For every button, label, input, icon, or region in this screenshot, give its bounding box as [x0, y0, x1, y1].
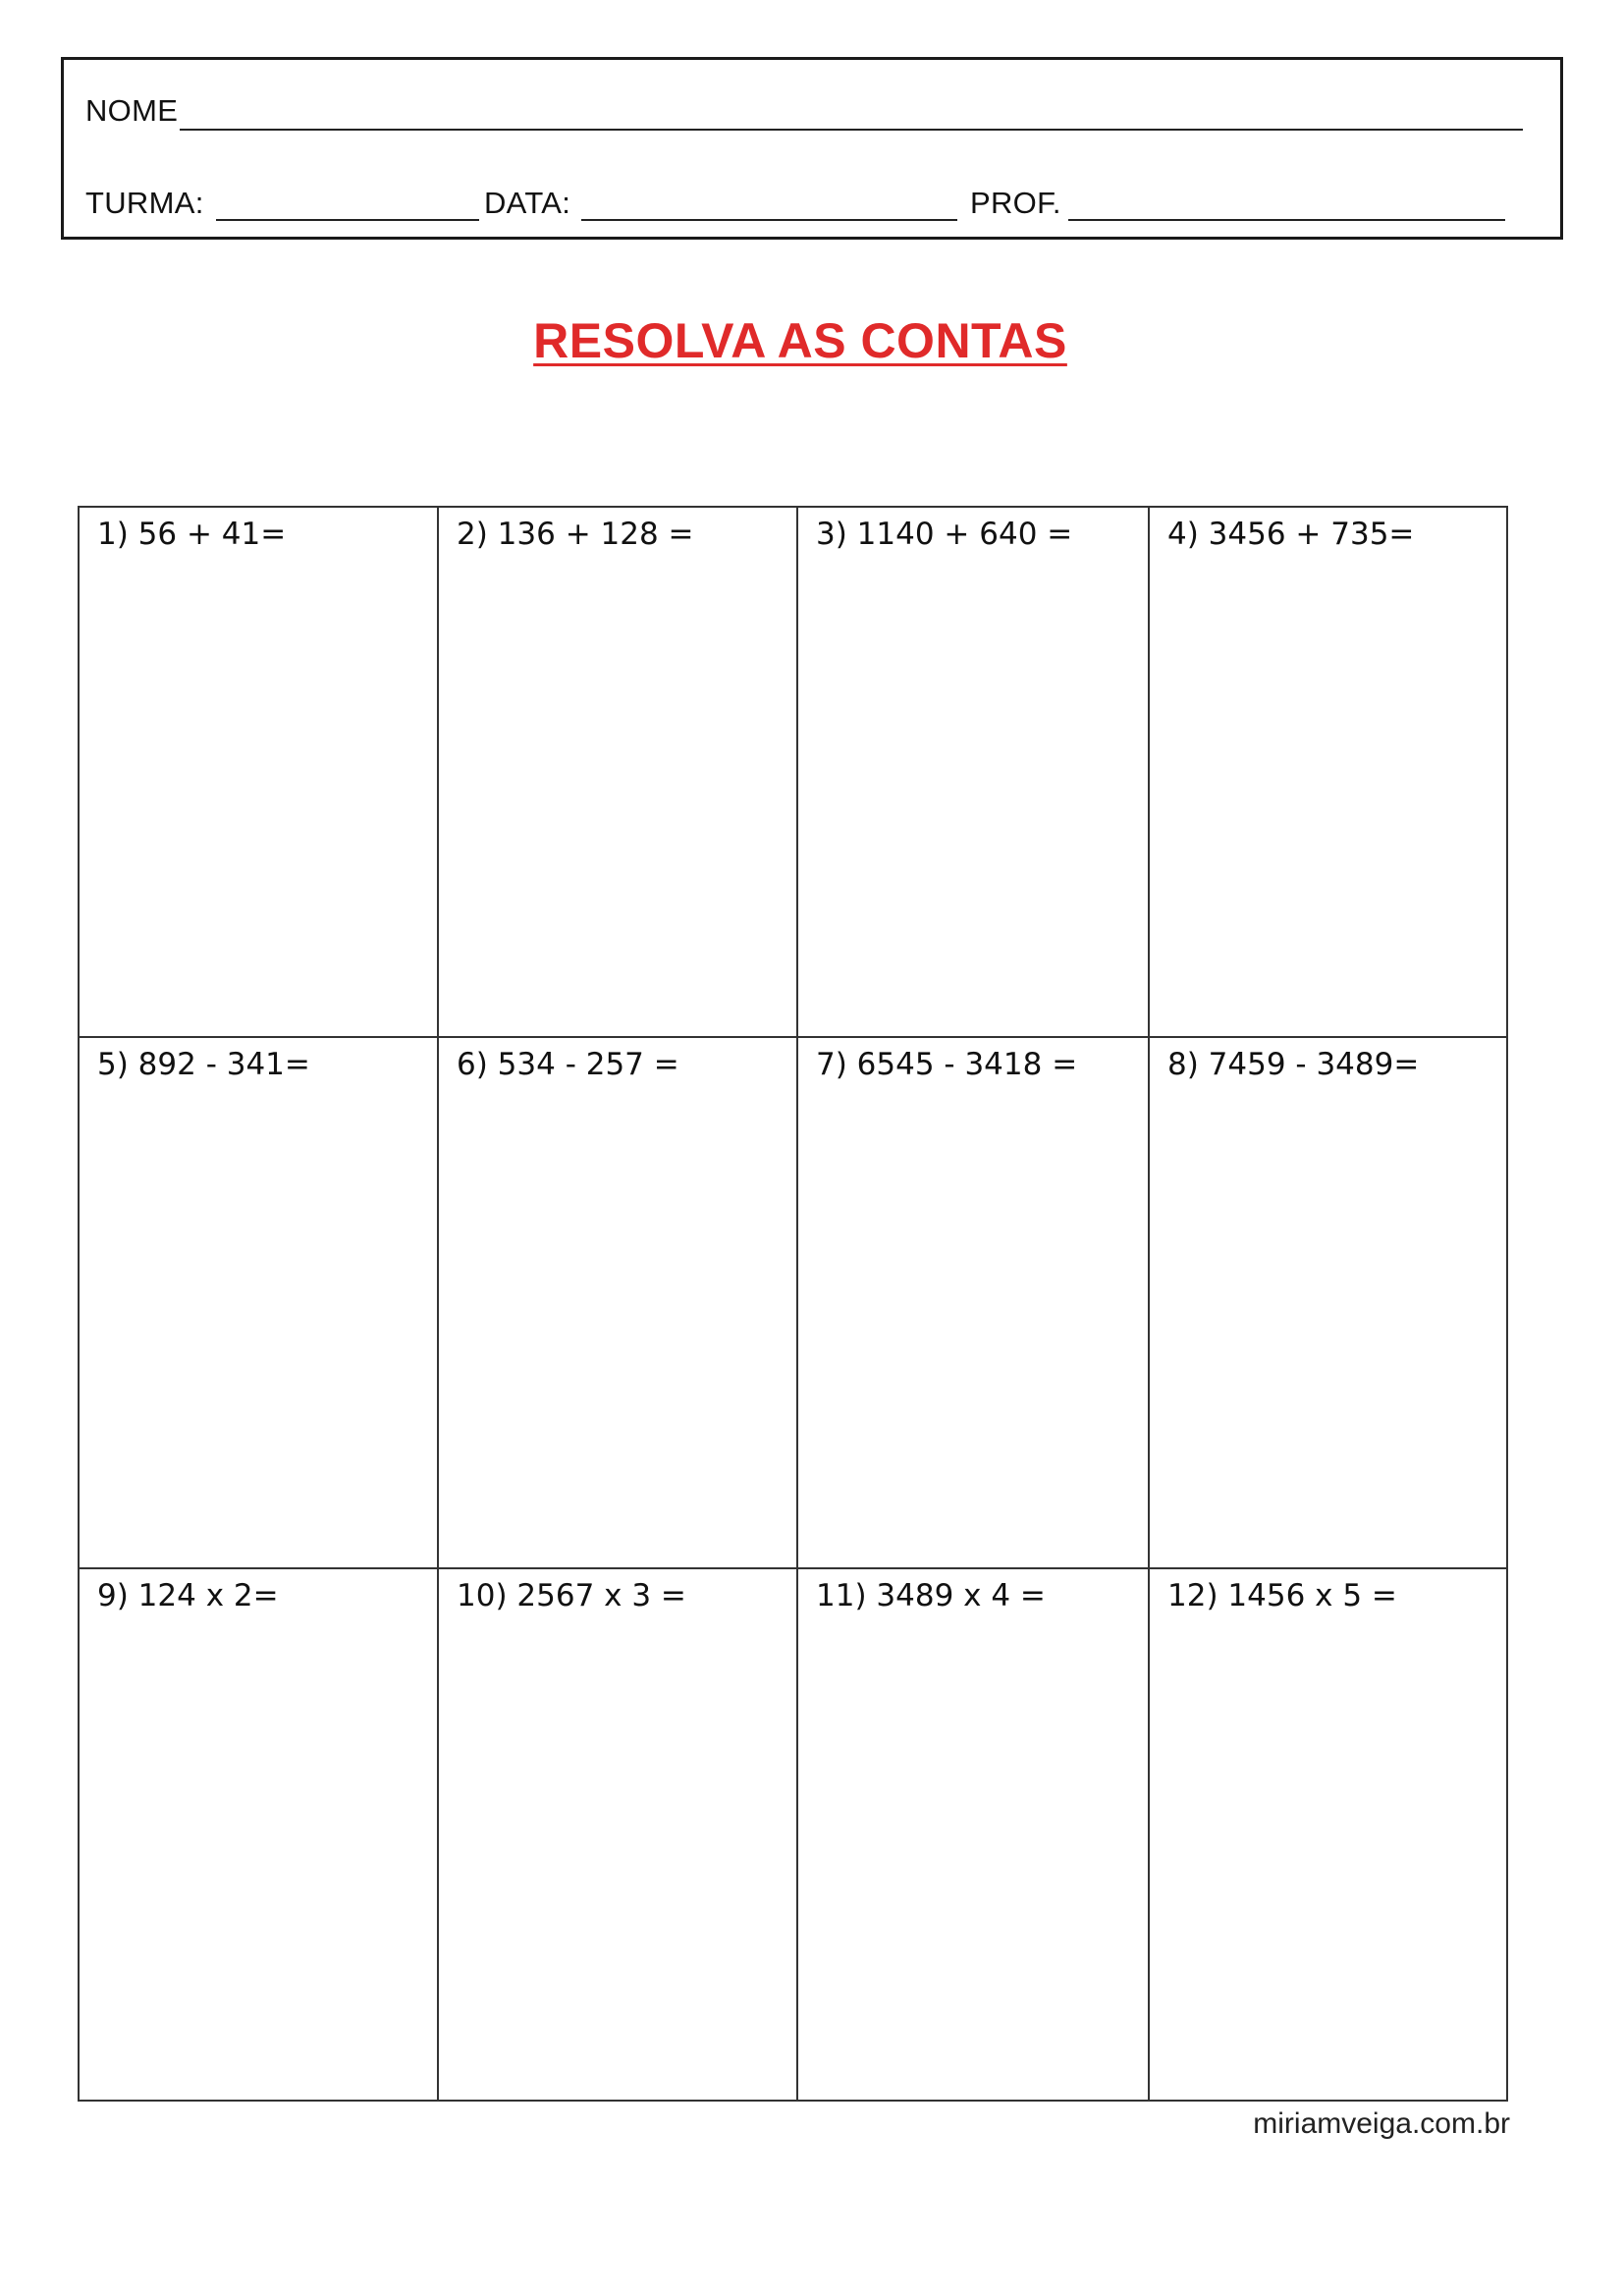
- class-label: TURMA:: [85, 186, 204, 220]
- problem-text: 8) 7459 - 3489=: [1167, 1047, 1420, 1083]
- problem-text: 7) 6545 - 3418 =: [816, 1047, 1078, 1083]
- problem-cell[interactable]: [80, 1569, 439, 2100]
- problem-cell[interactable]: [439, 1569, 798, 2100]
- problem-cell[interactable]: [1150, 1038, 1506, 1568]
- problem-text: 12) 1456 x 5 =: [1167, 1577, 1397, 1613]
- problem-text: 4) 3456 + 735=: [1167, 517, 1415, 552]
- name-field[interactable]: [180, 129, 1523, 131]
- name-label: NOME: [85, 93, 179, 128]
- problem-cell[interactable]: [1150, 508, 1506, 1038]
- problem-text: 10) 2567 x 3 =: [457, 1577, 686, 1613]
- student-info-box: [61, 57, 1563, 240]
- problem-cell[interactable]: [798, 508, 1150, 1038]
- date-field[interactable]: [581, 219, 957, 221]
- problem-cell[interactable]: [80, 1038, 439, 1568]
- problem-text: 9) 124 x 2=: [97, 1577, 279, 1613]
- teacher-label: PROF.: [970, 186, 1061, 220]
- problem-cell[interactable]: [798, 1569, 1150, 2100]
- problem-text: 5) 892 - 341=: [97, 1047, 310, 1083]
- problem-text: 3) 1140 + 640 =: [816, 517, 1073, 552]
- teacher-field[interactable]: [1068, 219, 1505, 221]
- problems-grid: [78, 506, 1508, 2102]
- problem-cell[interactable]: [439, 508, 798, 1038]
- problem-cell[interactable]: [80, 508, 439, 1038]
- problem-text: 6) 534 - 257 =: [457, 1047, 679, 1083]
- footer-url: miriamveiga.com.br: [1253, 2107, 1510, 2140]
- problem-cell[interactable]: [439, 1038, 798, 1568]
- date-label: DATA:: [484, 186, 571, 220]
- worksheet-title: RESOLVA AS CONTAS: [533, 313, 1067, 368]
- class-field[interactable]: [216, 219, 479, 221]
- problem-cell[interactable]: [1150, 1569, 1506, 2100]
- problem-cell[interactable]: [798, 1038, 1150, 1568]
- problem-text: 1) 56 + 41=: [97, 517, 287, 552]
- problem-text: 11) 3489 x 4 =: [816, 1577, 1046, 1613]
- problem-text: 2) 136 + 128 =: [457, 517, 694, 552]
